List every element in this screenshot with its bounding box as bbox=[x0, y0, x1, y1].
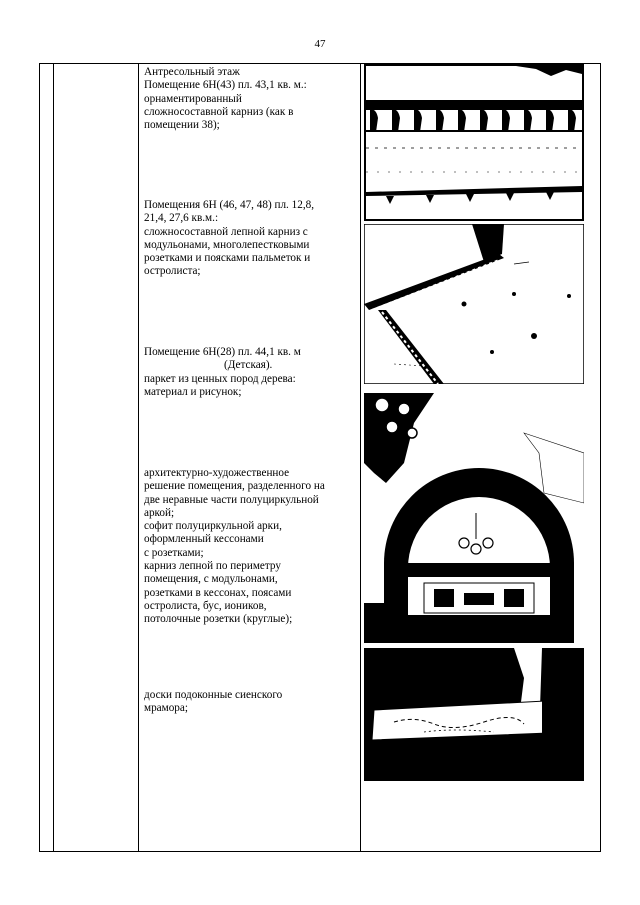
desc-line: помещения, с модульонами, bbox=[144, 573, 278, 586]
ceiling-cornice-photo-icon bbox=[364, 224, 584, 384]
desc-line: 21,4, 27,6 кв.м.: bbox=[144, 212, 219, 225]
desc-line: паркет из ценных пород дерева: bbox=[144, 372, 296, 385]
desc-line: две неравные части полуциркульной bbox=[144, 493, 319, 506]
desc-line: розетками в кессонах, поясами bbox=[144, 586, 292, 599]
description-block-room-28 bbox=[144, 346, 356, 399]
desc-line: остролиста; bbox=[144, 265, 201, 278]
description-block-arch bbox=[144, 467, 356, 627]
desc-line: материал и рисунок; bbox=[144, 385, 242, 398]
desc-line: остролиста, бус, иоников, bbox=[144, 599, 267, 612]
desc-line: архитектурно-художественное bbox=[144, 467, 290, 479]
arch-room-photo-icon bbox=[364, 393, 584, 643]
column-divider-2 bbox=[138, 64, 139, 851]
marble-sill-photo-icon bbox=[364, 648, 584, 781]
desc-line: карниз лепной по периметру bbox=[144, 560, 281, 573]
desc-line: сложносоставной карниз (как в bbox=[144, 105, 294, 118]
description-block-marble bbox=[144, 689, 356, 716]
desc-line: (Детская). bbox=[224, 359, 273, 372]
desc-line: розетками и поясками пальметок и bbox=[144, 252, 311, 265]
cornice-photo-icon bbox=[364, 64, 584, 221]
description-block-mezzanine bbox=[144, 66, 356, 132]
desc-line: модульонами, многолепестковыми bbox=[144, 238, 310, 251]
desc-line: Помещения 6Н (46, 47, 48) пл. 12,8, bbox=[144, 199, 315, 211]
desc-line: доски подоконные сиенского bbox=[144, 689, 283, 701]
desc-line: с розетками; bbox=[144, 546, 204, 559]
desc-line: Антресольный этаж bbox=[144, 66, 240, 78]
desc-line: Помещение 6Н(43) пл. 43,1 кв. м.: bbox=[144, 79, 307, 92]
desc-line: софит полуциркульной арки, bbox=[144, 520, 282, 533]
column-divider-1 bbox=[53, 64, 54, 851]
desc-line: помещении 38); bbox=[144, 119, 220, 132]
desc-line: потолочные розетки (круглые); bbox=[144, 613, 293, 626]
desc-line: орнаментированный bbox=[144, 92, 242, 105]
desc-line: решение помещения, разделенного на bbox=[144, 480, 325, 493]
desc-line: оформленный кессонами bbox=[144, 533, 264, 546]
desc-line: сложносоставной лепной карниз с bbox=[144, 225, 308, 238]
description-block-rooms-46-48 bbox=[144, 199, 356, 279]
desc-line: аркой; bbox=[144, 506, 175, 519]
page-number: 47 bbox=[314, 38, 326, 50]
desc-line: мрамора; bbox=[144, 702, 188, 715]
desc-line: Помещение 6Н(28) пл. 44,1 кв. м bbox=[144, 346, 301, 358]
column-divider-3 bbox=[360, 64, 361, 851]
